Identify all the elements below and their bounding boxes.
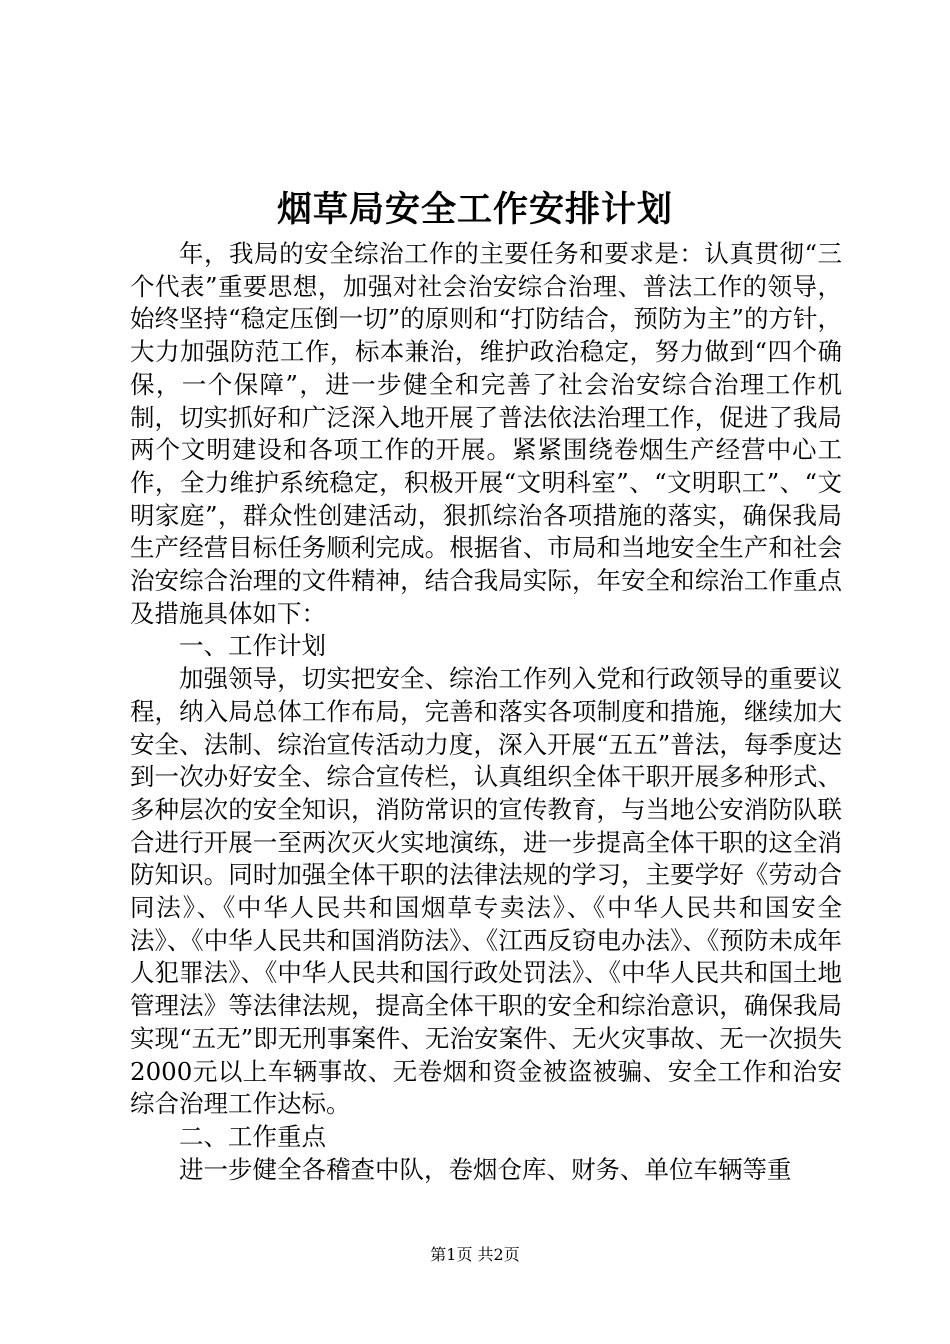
page-title: 烟草局安全工作安排计划 (276, 189, 673, 230)
page-footer: 第1页 共2页 (430, 1245, 520, 1264)
paragraph-intro: 年，我局的安全综治工作的主要任务和要求是：认真贯彻“三个代表”重要思想，加强对社会治安综合治理、普法工作的领导，始终坚持“稳定压倒一切”的原则和“打防结合，预防为主”的方针，大力加强防范工作，标本兼治，维护政治稳定，努力做到“四个确保，一个保障”，进一步健全和完善了社会治安综合治理工作机制，切实抓好和广泛深入地开展了普法依法治理工作，促进了我局两个文明建设和各项工作的开展。紧紧围绕卷烟生产经营中心工作，全力维护系统稳定，积极开展“文明科室”、“文明职工”、“文明家庭”，群众性创建活动，狠抓综治各项措施的落实，确保我局生产经营目标任务顺利完成。根据省、市局和当地安全生产和社会治安综合治理的文件精神，结合我局实际，年安全和综治工作重点及措施具体如下： (130, 239, 842, 628)
section-heading-work-focus: 二、工作重点 (179, 1121, 326, 1151)
document-body (130, 238, 842, 1186)
section-heading-work-plan: 一、工作计划 (179, 631, 326, 661)
paragraph-work-focus: 进一步健全各稽查中队，卷烟仓库、财务、单位车辆等重 (179, 1154, 792, 1184)
paragraph-work-plan: 加强领导，切实把安全、综治工作列入党和行政领导的重要议程，纳入局总体工作布局，完善和落实各项制度和措施，继续加大安全、法制、综治宣传活动力度，深入开展“五五”普法，每季度达到一次办好安全、综合宣传栏，认真组织全体干职开展多种形式、多种层次的安全知识，消防常识的宣传教育，与当地公安消防队联合进行开展一至两次灭火实地演练，进一步提高全体干职的这全消防知识。同时加强全体干职的法律法规的学习，主要学好《劳动合同法》、《中华人民共和国烟草专卖法》、《中华人民共和国安全法》、《中华人民共和国消防法》、《江西反窃电办法》、《预防未成年人犯罪法》、《中华人民共和国行政处罚法》、《中华人民共和国土地管理法》等法律法规，提高全体干职的安全和综治意识，确保我局实现“五无”即无刑事案件、无治安案件、无火灾事故、无一次损失2000元以上车辆事故、无卷烟和资金被盗被骗、安全工作和治安综合治理工作达标。 (130, 664, 842, 1119)
